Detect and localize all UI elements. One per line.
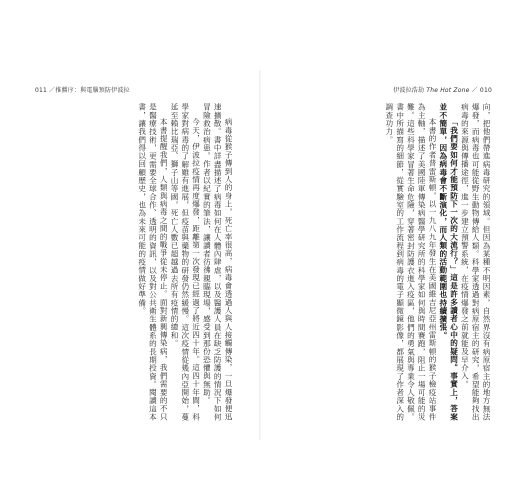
right-header-subtitle: The Hot Zone [426,87,470,94]
right-paragraph-3: 本書的作者普雷斯頓，以一九八九年發生在美國維吉尼亞州雷斯頓的猴子檢疫站事件為主軸，描述了美國陸軍傳染病醫學研究所的科學家如何與時間賽跑，阻止一場可能的災難。這些科學家冒著生命危險，穿著密封防護衣進入疫區，他們的勇氣與專業令人敬佩。書中所描寫的細節，從實驗室的工作流程到病毒的電子顯微鏡影像，都展現了作者深入的調查功力。 [384,103,438,421]
right-paragraph-1: 向，把他們帶進病毒研究的領域。但因為某種不明因素，自然界沒有病原宿主的地方無法爆發，而病毒也可能從野生動物傳給人類。科學家透過對病原宿主的研究，希望能夠找出病毒的來源與傳播途徑，進一步建立預警系統，在疫情爆發之前就能及早介入。 [460,103,491,421]
right-header-page-number: ／ 010 [471,87,492,94]
right-paragraph-2: 「我們要如何才能預防下一次的大流行？」這是許多讀者心中的疑問。事實上，答案並不簡單，因為病毒會不斷演化，而人類的活動範圍也持續擴張。 [438,103,459,421]
left-paragraph-2: 今天，伊波拉疫情再度爆發，距離第一次發現已經過了將近四十年。這四十年間，科學家對病毒的了解雖有進展，但疫苗與藥物的研發仍然緩慢。這次疫情從幾內亞開始，蔓延至賴比瑞亞、獅子山等國，死亡人數已超越過去所有疫情的總和。 [170,103,201,421]
left-paragraph-1: 病毒從猴子傳到人的身上，死亡率很高，病毒會透過人與人接觸傳染，一旦爆發便迅速擴散。書中詳盡描述了病毒如何在人體內肆虐，以及醫護人員在缺乏防護的情況下如何冒險救治病患。作者以紀實的筆法，讓讀者彷彿親臨現場，感受到那份恐懼與無助。 [202,103,233,421]
left-paragraph-3: 本書提醒我們，人類與病毒之間的戰爭從未停止。面對新興傳染病，我們需要的不只是醫療技術，更需要全球合作、透明的資訊，以及對公共衛生體系的長期投資。閱讀這本書，讓我們得以回顧歷史，也為未來可能的疫情做好準備。 [137,103,169,421]
right-page [260,0,520,500]
left-page-body [33,103,233,421]
left-page-header: 011 ／推薦序：與電腦預防伊波拉 [35,87,130,94]
right-page-body [280,103,491,421]
right-header-title: 伊波拉浩劫 [393,87,425,94]
right-page-header [393,85,492,94]
